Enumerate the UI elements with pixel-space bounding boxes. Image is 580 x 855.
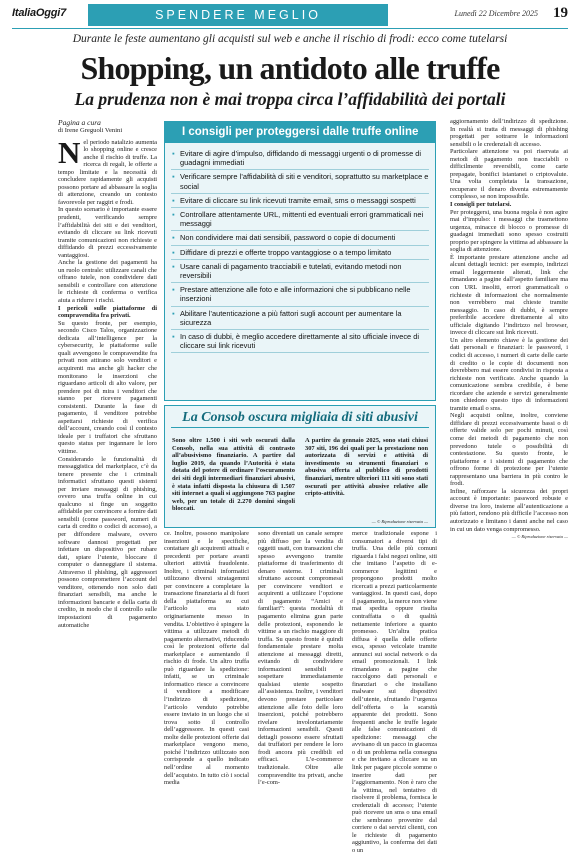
- bullet-icon: ▪: [172, 210, 175, 220]
- tip-item: ▪ Controllare attentamente URL, mittenti ed eventuali errori grammaticali nei messaggi: [171, 208, 429, 231]
- tip-item: ▪ Usare canali di pagamento tracciabili e tutelati, evitando metodi non reversibili: [171, 260, 429, 283]
- paragraph: Per proteggersi, una buona regola è non agire mai d’impulso: i messaggi che trasmettono urgenza, minacce di blocco o promesse di guadagni immediati sono spesso costruiti proprio per spingere la vittima ad abbassare la soglia di attenzione.: [450, 208, 569, 254]
- paragraph: Infine, rafforzare la sicurezza dei propri account è importante: password robuste e diverse tra loro, insieme all’autenticazione a più fattori, rendono più difficile l’accesso non autorizzato e limitano i danni anche nel caso in cui un dato venga compromesso.: [450, 487, 568, 533]
- drop-cap: N: [58, 134, 81, 170]
- paragraph: Particolare attenzione va poi riservata ai metodi di pagamento non tracciabili o difficilmente reversibili, come carte prepagate, bonifici istantanei o criptovalute. Una volta completata la transazione, recuperare il denaro diventa estremamente complesso, se non impossibile.: [450, 148, 568, 201]
- consob-box: [164, 405, 436, 528]
- publication-logo: ItaliaOggi7: [12, 7, 67, 19]
- bullet-icon: ▪: [172, 247, 175, 257]
- issue-date: Lunedì 22 Dicembre 2025: [454, 9, 538, 18]
- paragraph: In questo scenario è importante essere prudenti, verificando sempre l’affidabilità dei siti e dei venditori, evitando di cliccare su link ricevuti tramite comunicazioni non richieste e diffidando di prezzi eccessivamente vantaggiosi.: [58, 206, 157, 259]
- section-band: SPENDERE MEGLIO: [88, 4, 388, 26]
- section-subhead: I pericoli sulle piattaforme di compravendita fra privati.: [58, 304, 157, 320]
- article-column-1: [58, 118, 157, 746]
- bullet-icon: ▪: [172, 285, 175, 295]
- tip-item: ▪ Abilitare l’autenticazione a più fattori sugli account per aumentare la sicurezza: [171, 307, 429, 330]
- paragraph: È importante prestare attenzione anche ad alcuni dettagli tecnici: per esempio, indirizzi email leggermente alterati, link che rimandano a pagine dall’aspetto familiare ma con URL insoliti, errori grammaticali o richieste di informazioni che normalmente non verrebbero mai chieste tramite messaggio. In caso di dubbi, è sempre preferibile accedere direttamente al sito ufficiale digitando l’indirizzo nel browser, invece di cliccare sui link ricevuti.: [450, 253, 568, 337]
- paragraph: [58, 305, 157, 320]
- tip-item: ▪ Non condividere mai dati sensibili, password o copie di documenti: [171, 231, 429, 245]
- page-number: 19: [553, 5, 568, 21]
- article-column-3: sono diventati un canale sempre più diffuso per la vendita di oggetti usati, con transazioni che spesso avvengono tramite piattaforme di trasferimento di denaro esterne. I criminali sfruttano account compromessi per convincere venditori e acquirenti a utilizzare l’opzione di pagamento “Amici e familiari”: questa modalità di pagamento elimina gran parte delle protezioni, esponendo le vittime a un rischio maggiore di truffa. Su questo fronte è quindi fondamentale prestare molta attenzione ai messaggi diretti, evitando di condividere informazioni sensibili e sospettare immediatamente qualsiasi utente sospetto all’assistenza. Inoltre, i venditori devono prestare particolare attenzione alle foto delle loro inserzioni, poiché potrebbero rivelare involontariamente informazioni sensibili. Questi dettagli possono essere sfruttati dai truffatori per rendere le loro frodi ancora più credibili ed efficaci. L’e-commerce tradizionale. Oltre alle compravendite tra privati, anche l’e-com-: [258, 530, 343, 787]
- bullet-icon: ▪: [172, 172, 175, 182]
- paragraph: aggiornamento dell’indirizzo di spedizione. In realtà si tratta di messaggi di phishing progettati per sottrarre le informazioni sensibili o le credenziali di accesso.: [450, 118, 568, 148]
- page-header: [12, 4, 568, 26]
- article-column-4: merce tradizionale espone i consumatori a diversi tipi di truffa. Una delle più comuni riguarda i falsi negozi online, siti che imitano l’aspetto di e-commerce legittimi e propongono prodotti molto ricercati a prezzi particolarmente vantaggiosi. In questi casi, dopo il pagamento, la merce non viene mai spedita oppure risulta contraffatta o di qualità nettamente inferiore a quanto promesso. Un’altra pratica diffusa è quella delle offerte esca, spesso veicolate tramite annunci sui social network o da email promozionali. I link rimandano a pagine che raccolgono dati personali e finanziari o che installano malware sui dispositivi dell’utente, sfruttando l’urgenza dell’offerta o la scarsità apparente dei prodotti. Sono frequenti anche le truffe legate alle false comunicazioni di spedizione: messaggi che avvisano di un pacco in giacenza o di un problema nella consegna e che invitano a cliccare su un link per pagare piccole somme o inserire dati per l’aggiornamento. Non è raro che la vittima, nel tentativo di risolvere il problema, fornisca le credenziali di accesso; l’utente può ricevere un sms o una email che sembrano provenire dal corriere o dai servizi clienti, con le richieste di pagamento aggiuntivo, la conferma dei dati o un: [352, 530, 437, 854]
- lead-paragraph: Nel periodo natalizio aumenta lo shopping online e cresce anche il rischio di truffe. La ricerca di regali, le offerte a tempo limitate e la necessità di concludere rapidamente gli acquisti possono portare ad abbassare la soglia di attenzione, creando un contesto favorevole per raggiri e frodi.: [58, 134, 157, 206]
- tip-item: ▪ Evitare di agire d’impulso, diffidando di messaggi urgenti o di promesse di guadagni immediati: [171, 147, 429, 170]
- paragraph: Anche la gestione dei pagamenti ha un ruolo centrale: utilizzare canali che offrano tutele, non condividere dati sensibili e controllare con attenzione le richieste di conferma o verifica aiuta a ridurre i rischi.: [58, 259, 157, 305]
- tip-item: ▪ Diffidare di prezzi e offerte troppo vantaggiose o a tempo limitato: [171, 246, 429, 260]
- article-column-2: ce. Inoltre, possono manipolare inserzioni e le specifiche, contattare gli acquirenti attuali e precedenti per portare avanti ulteriori attività fraudolente. Inoltre, i criminali informatici utilizzano diversi stratagemmi per convincere a completare la transazione finanziaria al di fuori della piattaforma su cui l’articolo era stato originariamente messo in vendita. L’obiettivo è spingere la vittima a utilizzare metodi di pagamento alternativi, riducendo così le protezioni offerte dal marketplace e aumentando il rischio di frode. Un altro truffa può riguardare la spedizione: infatti, se un criminale informatico riesce a convincere il venditore a modificare l’indirizzo di spedizione, l’articolo venduto potrebbe essere inviato in un luogo che si trova sotto il controllo dell’aggressore. In questi casi molte delle protezioni offerte dai marketplace vengono meno, poiché l’indirizzo utilizzato non corrisponde a quello indicato nell’ordine al momento dell’acquisto. In tutto ciò i social media: [164, 530, 249, 787]
- bullet-icon: ▪: [172, 308, 175, 318]
- paragraph: Considerando le funzionalità di messaggistica del marketplace, c’è da tenere presente che i criminali informatici sfruttano questi sistemi per inviare messaggi di phishing, ovvero una truffa online in cui qualcuno si finge un soggetto affidabile per convincere a fornire dati sensibili (come password, numeri di carta di credito o codici di accesso), a per diffondere malware, ovvero software dannosi progettati per infettare un dispositivo per rubare dati, spiare l’utente, bloccare il computer o danneggiare il sistema. Attraverso il phishing, gli aggressori possono compromettere l’account del venditore, ottenendo non solo dati finanziari sensibili, ma anche le informazioni bancarie e della carta di credito, in modo che il controllo sulle impostazioni di pagamento automatiche: [58, 455, 157, 629]
- article-title: Shopping, un antidoto alle truffe: [80, 50, 500, 86]
- copyright-note: — © Riproduzione riservata —: [511, 534, 568, 540]
- article-column-5: [450, 118, 568, 746]
- paragraph: Un altro elemento chiave è la gestione dei dati personali e finanziari: le password, i codici di accesso, i numeri di carte delle carte di credito o le copie di documenti non dovrebbero mai essere condivisi in risposta a richieste non verificate. Anche quando la comunicazione sembra credibile, è bene ricordare che aziende e servizi generalmente non chiedono questo tipo di informazioni tramite email o sms.: [450, 336, 568, 412]
- tips-heading: I consigli per proteggersi dalle truffe online: [165, 122, 435, 143]
- bullet-icon: ▪: [172, 261, 175, 271]
- copyright-note: — © Riproduzione riservata —: [371, 519, 428, 524]
- tips-box: [164, 121, 436, 401]
- author-byline: di Irene Greguoli Venini: [58, 127, 123, 134]
- paragraph: Negli acquisti online, inoltre, conviene diffidare di prezzi eccessivamente bassi o di offerte valide solo per pochi minuti, così come dei metodi di pagamento che non prevedono tutele o possibilità di contestazione. Su questo fronte, le piattaforme e i sistemi di pagamento che offrono forme di protezione per l’utente rappresentano una barriera in più contro le frodi.: [450, 412, 568, 488]
- consob-text-right: A partire da gennaio 2025, sono stati chiusi 307 siti, 196 dei quali per la prestazione non autorizzata di servizi e attività di investimento su strumenti finanziari o abusiva offerta al pubblico di prodotti finanziari, mentre ulteriori 111 siti sono stati oscurati per attività abusive relative alle cripto-attività.: [305, 437, 428, 498]
- bullet-icon: ▪: [172, 195, 175, 205]
- section-subhead: I consigli per tutelarsi.: [450, 201, 512, 209]
- tip-item: ▪ Evitare di cliccare su link ricevuti tramite email, sms o messaggi sospetti: [171, 194, 429, 208]
- bullet-icon: ▪: [172, 149, 175, 158]
- consob-box-title: La Consob oscura migliaia di siti abusivi: [171, 406, 429, 428]
- tip-item: ▪ Verificare sempre l’affidabilità di siti e venditori, soprattutto su marketplace e social: [171, 170, 429, 193]
- consob-text-left: Sono oltre 1.500 i siti web oscurati dalla Consob, nella sua attività di contrasto all’abusivismo finanziario. A partire dal luglio 2019, da quando l’Autorità è stata dotata del potere di ordinare l’oscuramento dei siti degli intermediari finanziari abusivi, è stata infatti disposta la chiusura di 1.507 siti internet a quali si aggiungono 763 pagine web, per un totale di 2.270 domini singoli bloccati.: [172, 437, 295, 513]
- header-rule: [12, 28, 568, 29]
- tip-item: ▪ In caso di dubbi, è meglio accedere direttamente al sito ufficiale invece di cliccare sui link ricevuti: [171, 330, 429, 353]
- article-subtitle: La prudenza non è mai troppa circa l’affidabilità dei portali: [74, 89, 506, 109]
- paragraph: Su questo fronte, per esempio, secondo Cisco Talos, organizzazione dedicata all’intelligence per la cybersecurity, le piattaforme sulle quali avvengono le compravendite fra privati non attirano solo venditori e acquirenti ma anche gli hacker che monitorano le inserzioni che riguardano articoli di alto valore, per prendere poi di mira i venditori che stanno per ricevere pagamenti consistenti. Durante la fase di pagamento, il venditore potrebbe aspettarsi richieste di verifica dell’account, creando così il contesto ideale per i truffatori che sfruttano questo status per ingannare le loro vittime.: [58, 319, 157, 455]
- tip-item: ▪ Prestare attenzione alle foto e alle informazioni che si pubblicano nelle inserzioni: [171, 283, 429, 306]
- bullet-icon: ▪: [172, 332, 175, 342]
- paragraph: [450, 201, 568, 209]
- page-credit: Pagina a cura: [58, 118, 101, 127]
- tips-list: [165, 143, 435, 353]
- bullet-icon: ▪: [172, 233, 175, 243]
- article-kicker: Durante le feste aumentano gli acquisti sul web e anche il rischio di frodi: ecco come tutelarsi: [72, 33, 508, 45]
